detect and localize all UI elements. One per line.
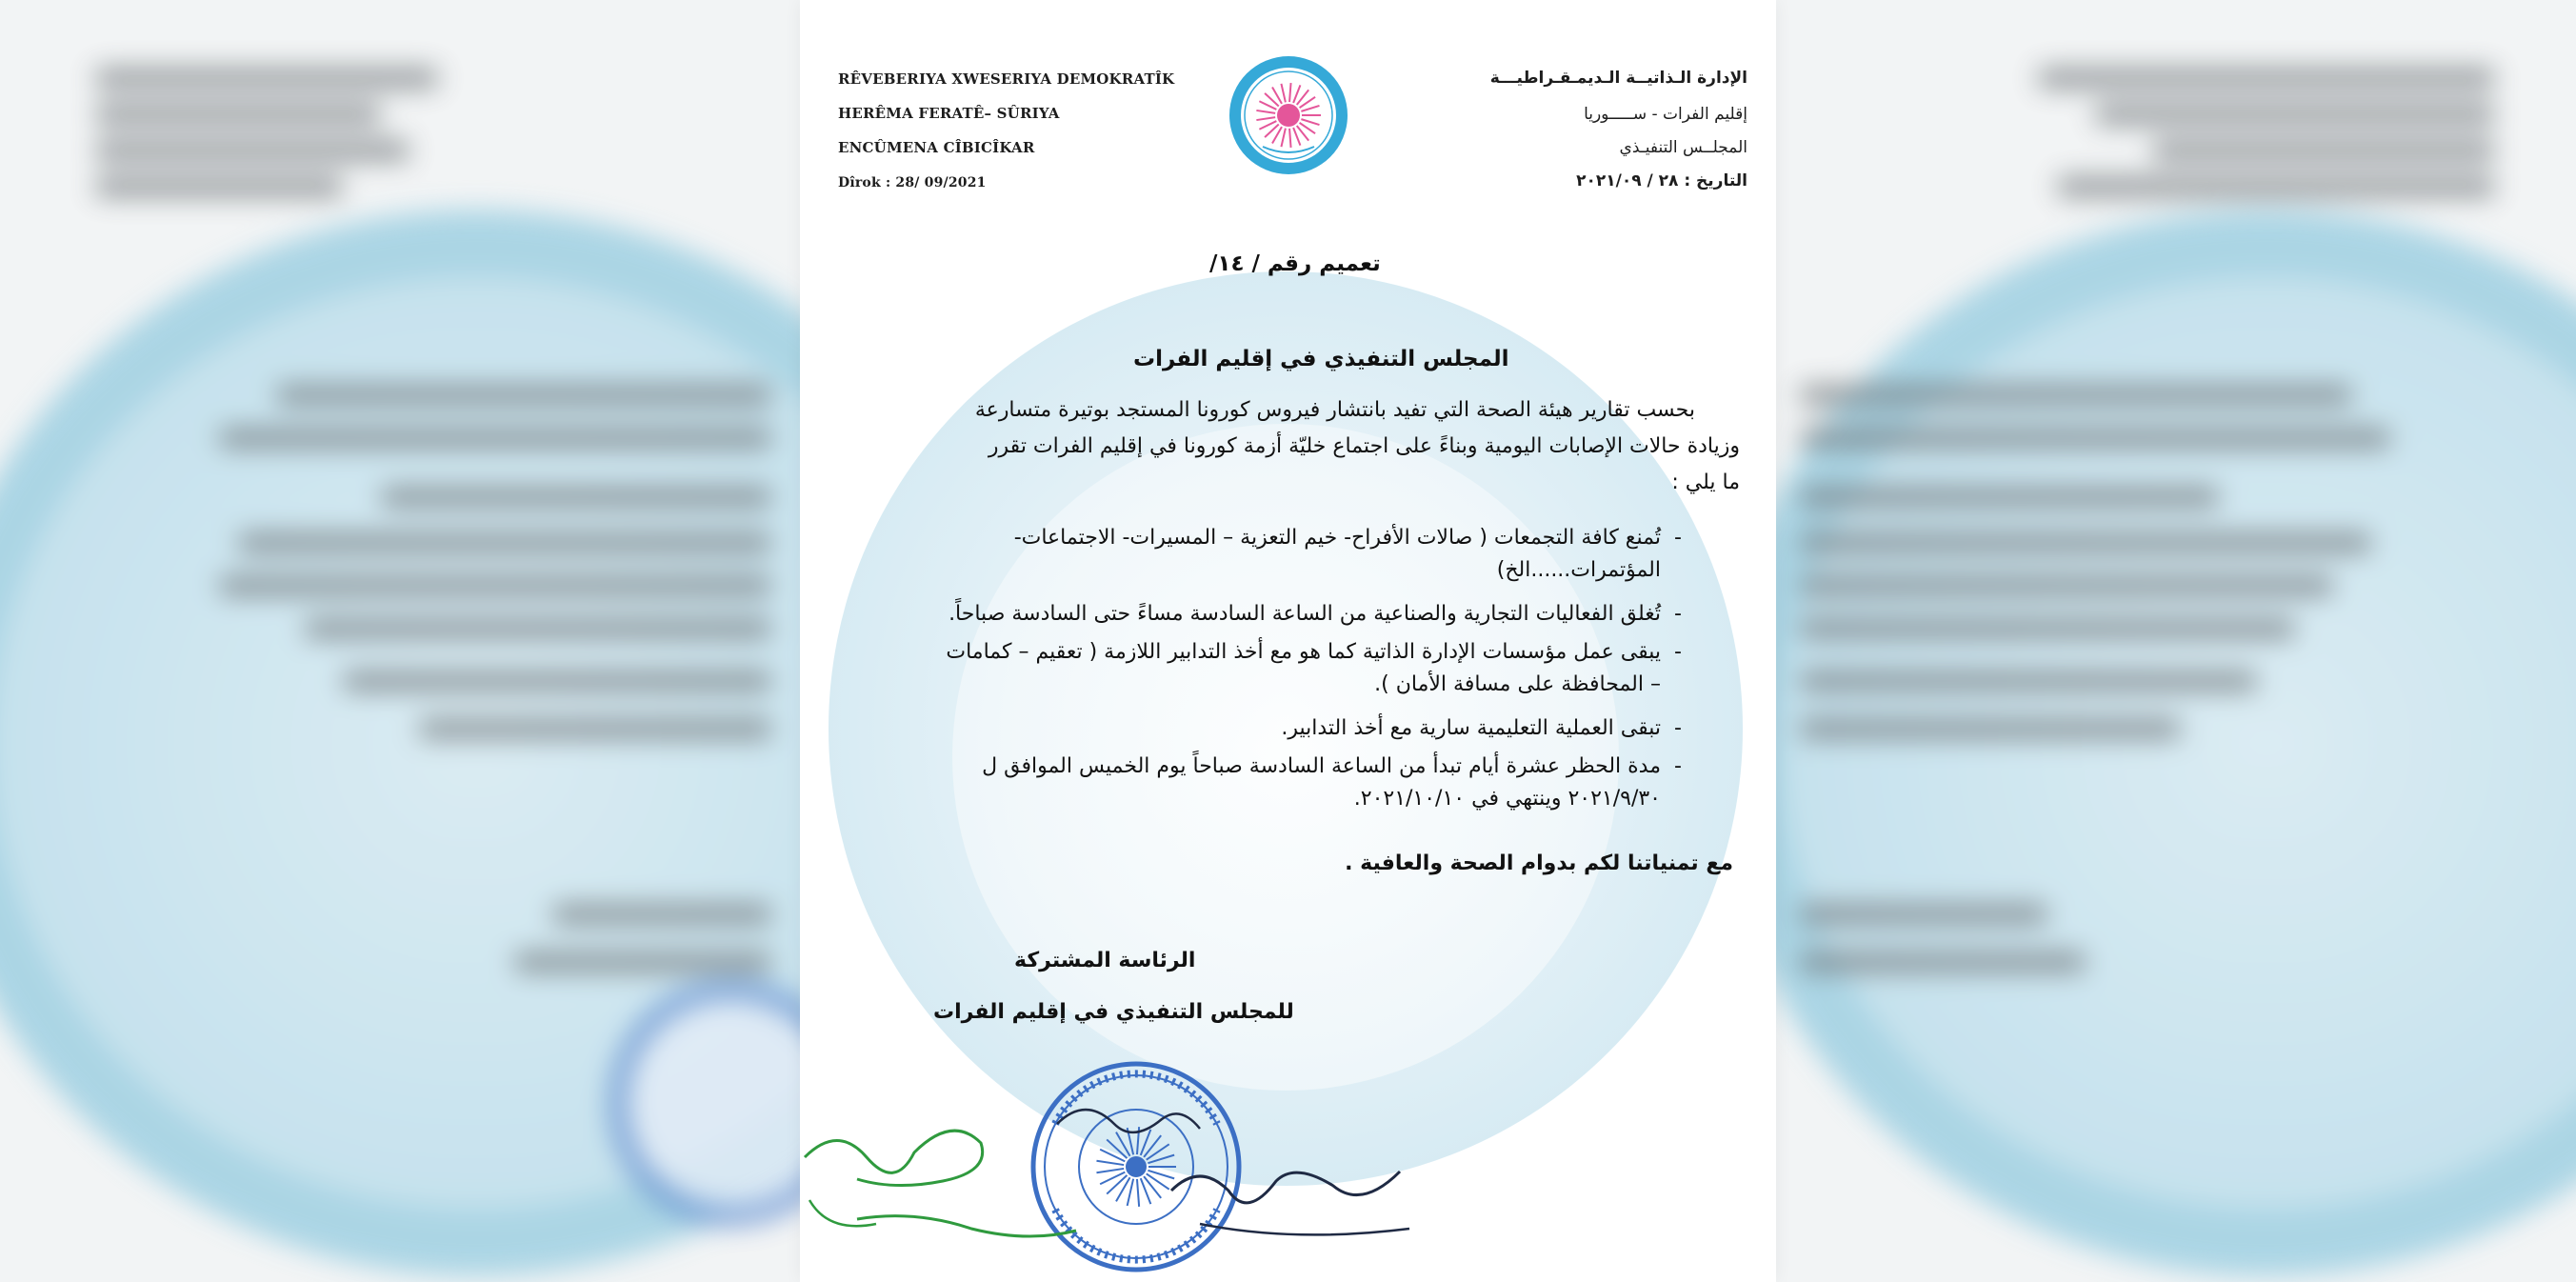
header-latin-line1: RÊVEBERIYA XWESERIYA DEMOKRATÎK [838,70,1175,88]
background-text-line [95,105,381,124]
list-dash: - [1674,602,1682,626]
list-item-text: مدة الحظر عشرة أيام تبدأ من الساعة السادسة صباحاً يوم الخميس الموافق ل [982,754,1661,778]
list-item-text: تبقى العملية التعليمية سارية مع أخذ التدابير. [1281,716,1661,740]
signature-title: الرئاسة المشتركة [1014,949,1196,972]
list-item-continuation: المؤتمرات......الخ) [1496,558,1661,582]
background-text-line [1800,429,2390,448]
list-item-text: تُمنع كافة التجمعات ( صالات الأفراح- خيم التعزية – المسيرات- الاجتماعات- [1013,526,1661,550]
list-item-continuation: – المحافظة على مسافة الأمان ). [1374,672,1661,696]
list-item-text: يبقى عمل مؤسسات الإدارة الذاتية كما هو مع أخذ التدابير اللازمة ( تعقيم – كمامات [946,640,1661,664]
circular-number: تعميم رقم / ١٤/ [1209,251,1381,276]
background-text-line [1800,719,2181,738]
document-page [800,0,1776,1282]
header-latin-line2: HERÊMA FERATÊ– SÛRIYA [838,105,1060,122]
intro-line2: وزيادة حالات الإصابات اليومية وبناءً على اجتماع خليّة أزمة كورونا في إقليم الفرات تقرر [988,434,1740,458]
header-arabic-date: التاريخ : ٢٨ / ٢٠٢١/٠٩ [1576,171,1747,190]
list-item [857,712,1695,745]
background-text-line [514,952,771,972]
background-text-line [95,177,343,196]
list-item-continuation: ٢٠٢١/٩/٣٠ وينتهي في ٢٠٢١/١٠/١٠. [1353,787,1661,811]
background-text-line [2057,177,2495,196]
header-arabic-line2: إقليم الفرات - ســـــوريا [1584,105,1747,124]
background-text-line [1800,952,2086,972]
intro-line3: ما يلي : [1671,471,1740,494]
background-text-line [2095,105,2495,124]
background-text-line [2152,141,2495,160]
list-item [857,751,1695,815]
background-text-line [343,671,771,691]
handwritten-signatures [800,1067,1524,1282]
header-arabic-line3: المجلــس التنفيـذي [1619,138,1747,157]
list-item [857,636,1695,701]
background-text-line [1800,619,2295,638]
list-item [857,598,1695,631]
background-text-line [552,905,771,924]
list-dash: - [1674,754,1682,778]
background-text-line [1800,905,2047,924]
background-text-line [95,141,409,160]
background-text-line [1800,386,2352,405]
header-latin-date: Dîrok : 28/ 09/2021 [838,175,987,190]
background-text-line [1800,488,2219,507]
background-text-line [95,69,438,88]
background-text-line [219,576,771,595]
background-watermark-right [1714,210,2576,1276]
signature-organization: للمجلس التنفيذي في إقليم الفرات [933,1000,1294,1024]
intro-line1: بحسب تقارير هيئة الصحة التي تفيد بانتشار فيروس كورونا المستجد بوتيرة متسارعة [974,398,1695,422]
background-text-line [419,719,771,738]
background-text-line [381,488,771,507]
background-text-line [219,429,771,448]
header-arabic-line1: الإدارة الـذاتيــة الـديمـقـراطيـــة [1489,69,1747,88]
list-dash: - [1674,526,1682,550]
background-text-line [276,386,771,405]
list-item-text: تُغلق الفعاليات التجارية والصناعية من الساعة السادسة مساءً حتى السادسة صباحاً. [949,602,1661,626]
background-text-line [1800,671,2257,691]
background-text-line [1800,576,2333,595]
background-text-line [1800,533,2371,552]
background-text-line [305,619,771,638]
background-text-line [2038,69,2495,88]
administration-logo [1227,53,1350,177]
header-latin-line3: ENCÛMENA CÎBICÎKAR [838,139,1035,156]
issuer-heading: المجلس التنفيذي في إقليم الفرات [1133,347,1509,371]
list-dash: - [1674,640,1682,664]
list-dash: - [1674,716,1682,740]
background-text-line [238,533,771,552]
list-item [857,522,1695,587]
closing-line: مع تمنياتنا لكم بدوام الصحة والعافية . [1345,851,1733,875]
